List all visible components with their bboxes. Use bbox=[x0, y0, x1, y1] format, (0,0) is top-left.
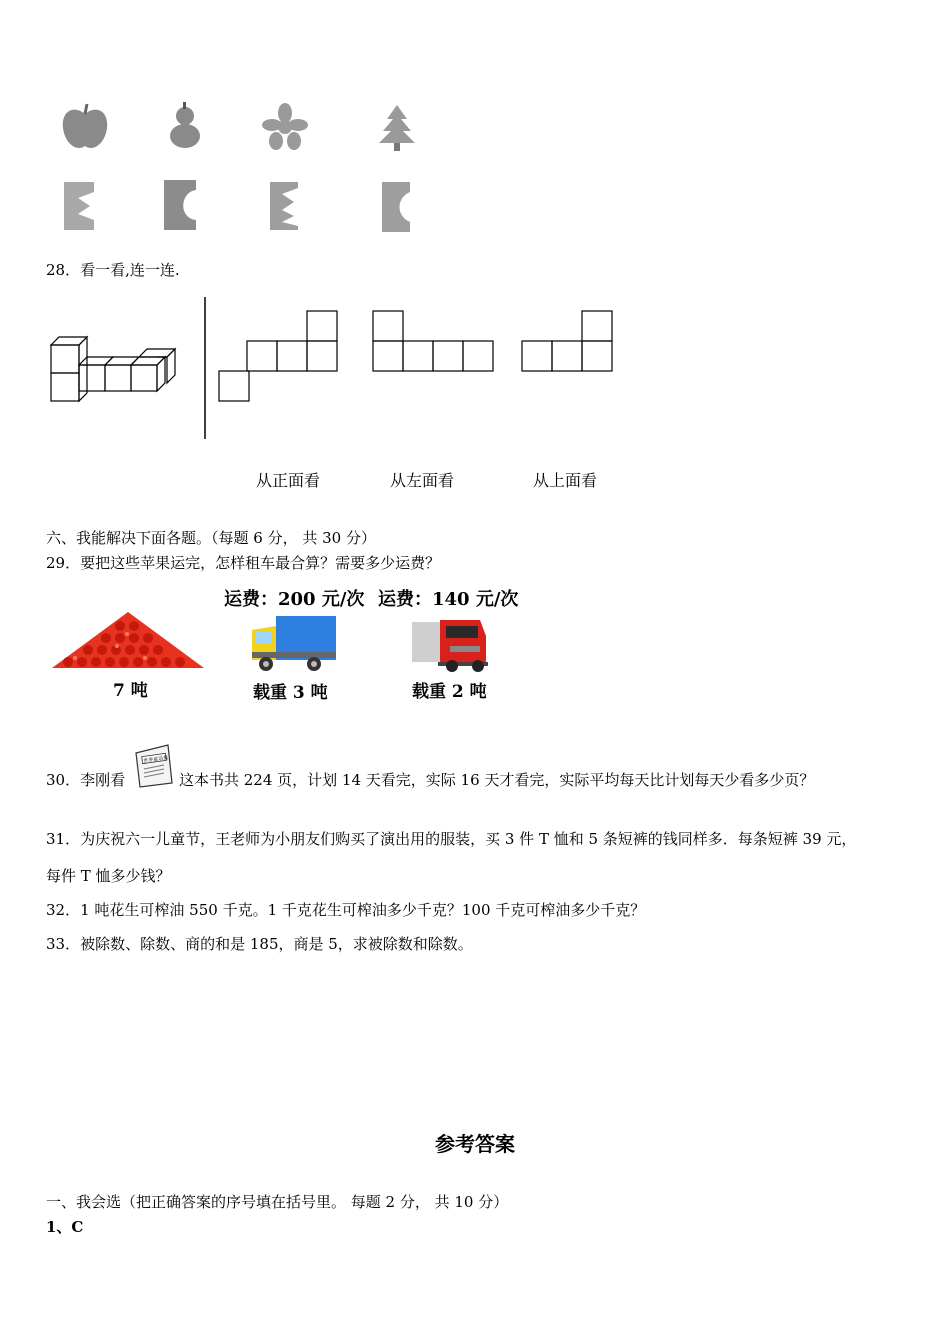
truck1-capacity-label: 载重 3 吨 bbox=[253, 683, 328, 703]
cut-paper-e-2-icon bbox=[160, 178, 200, 233]
answer-1: 1、C bbox=[46, 1218, 84, 1236]
cut-paper-e-4-icon bbox=[378, 180, 414, 234]
label-top-view: 从上面看 bbox=[533, 471, 598, 490]
book-title: 世界童话集 bbox=[142, 755, 169, 765]
truck-3ton-image bbox=[248, 612, 340, 674]
apples-weight-label: 7 吨 bbox=[113, 681, 148, 701]
cut-paper-e-3-icon bbox=[266, 180, 302, 232]
left-view-figure bbox=[373, 311, 493, 371]
gourd-silhouette-icon bbox=[160, 100, 210, 155]
apple-silhouette-icon bbox=[55, 100, 115, 155]
apple-pile-image bbox=[48, 608, 208, 673]
question-30-text: 这本书共 224 页，计划 14 天看完，实际 16 天才看完，实际平均每天比计划每天少看多少页？ bbox=[179, 771, 815, 789]
tree-silhouette-icon bbox=[375, 103, 419, 153]
question-29: 29．要把这些苹果运完，怎样租车最合算？需要多少运费？ bbox=[46, 554, 441, 572]
question-31-line2: 每件 T 恤多少钱？ bbox=[46, 867, 171, 885]
label-left-view: 从左面看 bbox=[390, 471, 455, 490]
question-28: 28．看一看,连一连. bbox=[46, 261, 180, 279]
question-32: 32．1 吨花生可榨油 550 千克。1 千克花生可榨油多少千克？100 千克可榨油多少千克？ bbox=[46, 901, 646, 919]
question-33: 33．被除数、除数、商的和是 185，商是 5，求被除数和除数。 bbox=[46, 935, 473, 953]
truck1-fee: 运费：200 元/次 bbox=[224, 589, 365, 610]
top-view-figure bbox=[522, 311, 612, 371]
flower-silhouette-icon bbox=[262, 103, 308, 151]
q28-block-figures bbox=[45, 295, 625, 445]
cube-stack-3d bbox=[51, 337, 175, 401]
cut-paper-e-1-icon bbox=[60, 180, 100, 232]
truck-2ton-image bbox=[410, 616, 490, 674]
section-6-heading: 六、我能解决下面各题。（每题 6 分， 共 30 分） bbox=[46, 529, 376, 547]
truck2-capacity-label: 载重 2 吨 bbox=[412, 682, 487, 702]
answer-key-title: 参考答案 bbox=[435, 1132, 515, 1156]
book-icon bbox=[132, 743, 176, 789]
label-front-view: 从正面看 bbox=[256, 471, 321, 490]
truck2-fee: 运费：140 元/次 bbox=[378, 589, 519, 610]
question-30-prefix: 30．李刚看 bbox=[46, 771, 126, 789]
question-31-line1: 31．为庆祝六一儿童节，王老师为小朋友们购买了演出用的服装，买 3 件 T 恤和 5 条短裤的钱同样多．每条短裤 39 元， bbox=[46, 830, 857, 848]
front-view-figure bbox=[219, 311, 337, 401]
answer-section-1-heading: 一、我会选（把正确答案的序号填在括号里。 每题 2 分， 共 10 分） bbox=[46, 1193, 509, 1211]
